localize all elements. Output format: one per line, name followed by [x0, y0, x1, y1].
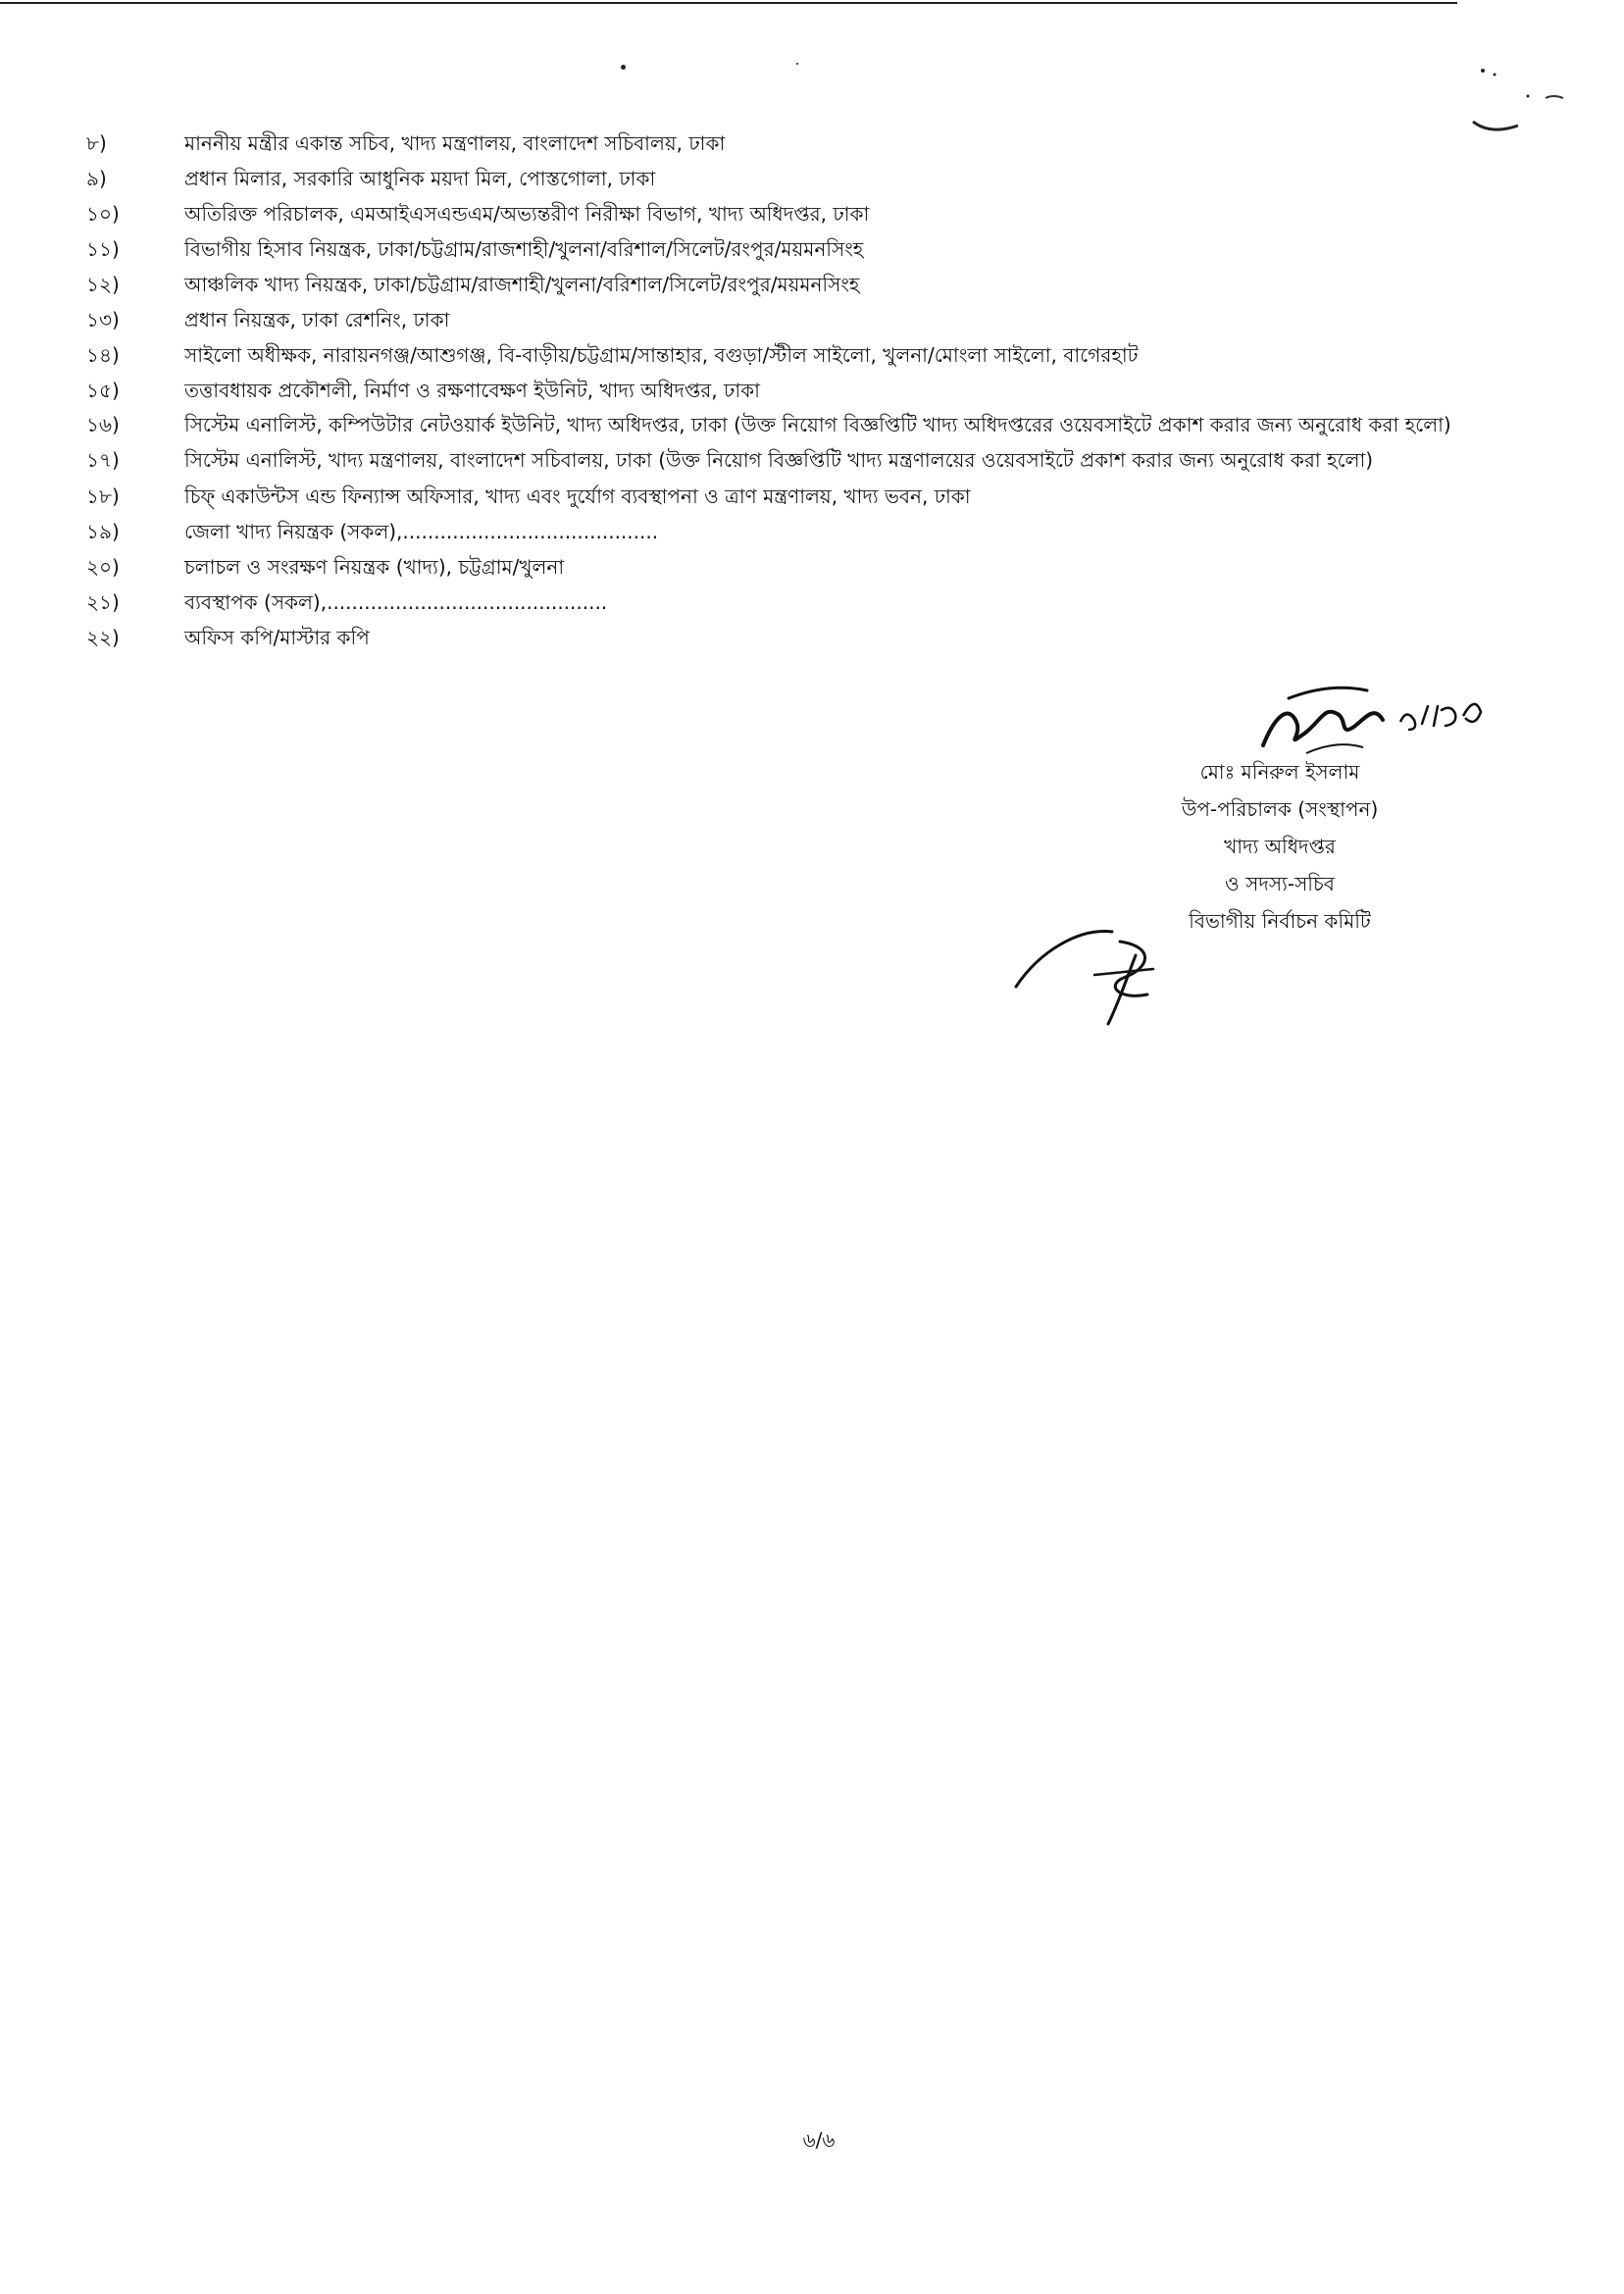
item-text: প্রধান নিয়ন্ত্রক, ঢাকা রেশনিং, ঢাকা	[184, 308, 450, 331]
list-item	[86, 302, 1557, 337]
item-number: ১৪)	[86, 343, 120, 367]
item-text: সাইলো অধীক্ষক, নারায়নগঞ্জ/আশুগঞ্জ, বি-বাড়ীয়/চট্টগ্রাম/সান্তাহার, বগুড়া/স্টীল সাইলো, খুলনা/মোংলা সাইলো, বাগেরহাট	[184, 343, 1139, 367]
distribution-list	[86, 126, 1557, 655]
list-item	[86, 549, 1557, 585]
signatory-office: খাদ্য অধিদপ্তর	[1224, 835, 1336, 858]
handwritten-initials	[1010, 922, 1187, 1030]
scan-speck	[796, 63, 798, 65]
item-text: চলাচল ও সংরক্ষণ নিয়ন্ত্রক (খাদ্য), চট্টগ্রাম/খুলনা	[184, 555, 565, 579]
list-item	[86, 620, 1557, 655]
item-text: চিফ্ একাউন্টস এন্ড ফিন্যান্স অফিসার, খাদ্য এবং দুর্যোগ ব্যবস্থাপনা ও ত্রাণ মন্ত্রণালয়, খাদ্য ভবন, ঢাকা	[184, 484, 971, 508]
item-number: ১২)	[86, 273, 120, 296]
signatory-role: ও সদস্য-সচিব	[1225, 872, 1335, 895]
item-text: জেলা খাদ্য নিয়ন্ত্রক (সকল),.........................................	[184, 520, 659, 543]
list-item	[86, 585, 1557, 620]
list-item	[86, 408, 1557, 443]
page-number: ৬/৬	[802, 2128, 836, 2152]
list-item	[86, 231, 1557, 267]
item-number: ১৭)	[86, 448, 120, 472]
signature-block	[1118, 753, 1442, 940]
item-number: ২২)	[86, 626, 120, 649]
item-text: মাননীয় মন্ত্রীর একান্ত সচিব, খাদ্য মন্ত্রণালয়, বাংলাদেশ সচিবালয়, ঢাকা	[184, 131, 726, 155]
list-item	[86, 161, 1557, 196]
item-text: প্রধান মিলার, সরকারি আধুনিক ময়দা মিল, পোস্তগোলা, ঢাকা	[184, 167, 656, 190]
scan-speck	[621, 65, 626, 70]
list-item	[86, 479, 1557, 514]
item-number: ১৬)	[86, 413, 120, 436]
item-number: ১৯)	[86, 520, 120, 543]
item-text: ব্যবস্থাপক (সকল),.............................................	[184, 590, 608, 614]
list-item	[86, 514, 1557, 549]
list-item	[86, 126, 1557, 161]
list-item	[86, 337, 1557, 373]
item-text: আঞ্চলিক খাদ্য নিয়ন্ত্রক, ঢাকা/চট্টগ্রাম/রাজশাহী/খুলনা/বরিশাল/সিলেট/রংপুর/ময়মনসিংহ	[184, 273, 860, 296]
item-number: ১০)	[86, 202, 120, 226]
signatory-designation: উপ-পরিচালক (সংস্থাপন)	[1181, 797, 1379, 821]
list-item	[86, 267, 1557, 302]
item-text: অফিস কপি/মাস্টার কপি	[184, 626, 370, 649]
signatory-name: মোঃ মনিরুল ইসলাম	[1199, 760, 1360, 784]
item-text: অতিরিক্ত পরিচালক, এমআইএসএন্ডএম/অভ্যন্তরীণ নিরীক্ষা বিভাগ, খাদ্য অধিদপ্তর, ঢাকা	[184, 202, 870, 226]
top-border-rule	[0, 2, 1457, 4]
item-number: ৮)	[86, 131, 107, 155]
signatory-committee: বিভাগীয় নির্বাচন কমিটি	[1189, 909, 1371, 933]
item-text: সিস্টেম এনালিস্ট, খাদ্য মন্ত্রণালয়, বাংলাদেশ সচিবালয়, ঢাকা (উক্ত নিয়োগ বিজ্ঞপ্তিটি খাদ্য মন্ত্রণালয়ের ওয়েবসাইটে প্রকাশ করার জন্য অনুরোধ করা হলো)	[184, 448, 1374, 472]
item-number: ১১)	[86, 237, 120, 261]
item-number: ৯)	[86, 167, 107, 190]
item-number: ২১)	[86, 590, 120, 614]
item-number: ২০)	[86, 555, 120, 579]
item-number: ১৮)	[86, 484, 120, 508]
item-text: তত্তাবধায়ক প্রকৌশলী, নির্মাণ ও রক্ষণাবেক্ষণ ইউনিট, খাদ্য অধিদপ্তর, ঢাকা	[184, 379, 760, 402]
item-text: বিভাগীয় হিসাব নিয়ন্ত্রক, ঢাকা/চট্টগ্রাম/রাজশাহী/খুলনা/বরিশাল/সিলেট/রংপুর/ময়মনসিংহ	[184, 237, 864, 261]
item-number: ১৫)	[86, 379, 120, 402]
list-item	[86, 443, 1557, 479]
item-number: ১৩)	[86, 308, 120, 331]
list-item	[86, 196, 1557, 231]
list-item	[86, 373, 1557, 408]
item-text: সিস্টেম এনালিস্ট, কম্পিউটার নেটওয়ার্ক ইউনিট, খাদ্য অধিদপ্তর, ঢাকা (উক্ত নিয়োগ বিজ্ঞপ্তিটি খাদ্য অধিদপ্তরের ওয়েবসাইটে প্রকাশ করার জন্য অনুরোধ করা হলো)	[184, 413, 1451, 436]
